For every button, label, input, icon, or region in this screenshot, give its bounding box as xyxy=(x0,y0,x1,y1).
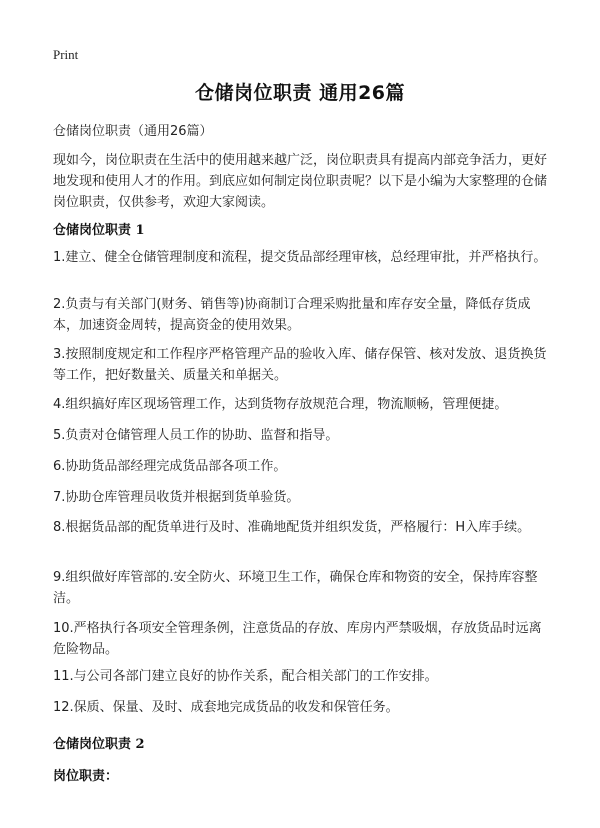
document-subtitle: 仓储岗位职责（通用26篇） xyxy=(53,124,213,139)
duty-item-7: 7.协助仓库管理员收货并根据到货单验货。 xyxy=(53,490,300,505)
duty-item-11: 11.与公司各部门建立良好的协作关系，配合相关部门的工作安排。 xyxy=(53,669,438,684)
duty-item-9: 9.组织做好库管部的.安全防火、环境卫生工作，确保仓库和物资的安全，保持库容整洁。 xyxy=(53,570,538,606)
duty-item-12: 12.保质、保量、及时、成套地完成货品的收发和保管任务。 xyxy=(53,700,399,715)
print-link[interactable]: Print xyxy=(53,47,79,62)
duty-item-2: 2.负责与有关部门(财务、销售等)协商制订合理采购批量和库存安全量，降低存货成本，加速资金周转，提高资金的使用效果。 xyxy=(53,297,531,333)
duty-item-6: 6.协助货品部经理完成货品部各项工作。 xyxy=(53,459,287,474)
duty-item-3: 3.按照制度规定和工作程序严格管理产品的验收入库、储存保管、核对发放、退货换货等工作，把好数量关、质量关和单据关。 xyxy=(53,347,547,383)
intro-paragraph: 现如今，岗位职责在生活中的使用越来越广泛，岗位职责具有提高内部竞争活力，更好地发现和使用人才的作用。到底应如何制定岗位职责呢？以下是小编为大家整理的仓储岗位职责，仅供参考，欢迎大家阅读。 xyxy=(53,153,548,210)
duty-item-4: 4.组织搞好库区现场管理工作，达到货物存放规范合理，物流顺畅，管理便捷。 xyxy=(53,397,508,412)
section-2-heading: 仓储岗位职责 2 xyxy=(53,737,145,752)
section-2-subheading: 岗位职责： xyxy=(53,769,119,784)
section-1-heading: 仓储岗位职责 1 xyxy=(53,223,145,238)
page-title: 仓储岗位职责 通用26篇 xyxy=(194,82,406,104)
duty-item-1: 1.建立、健全仓储管理制度和流程，提交货品部经理审核，总经理审批，并严格执行。 xyxy=(53,250,547,265)
duty-item-8: 8.根据货品部的配货单进行及时、准确地配货并组织发货，严格履行：H入库手续。 xyxy=(53,520,531,535)
duty-item-10: 10.严格执行各项安全管理条例，注意货品的存放、库房内严禁吸烟，存放货品时远离危险物品。 xyxy=(53,621,542,657)
duty-item-5: 5.负责对仓储管理人员工作的协助、监督和指导。 xyxy=(53,428,339,443)
